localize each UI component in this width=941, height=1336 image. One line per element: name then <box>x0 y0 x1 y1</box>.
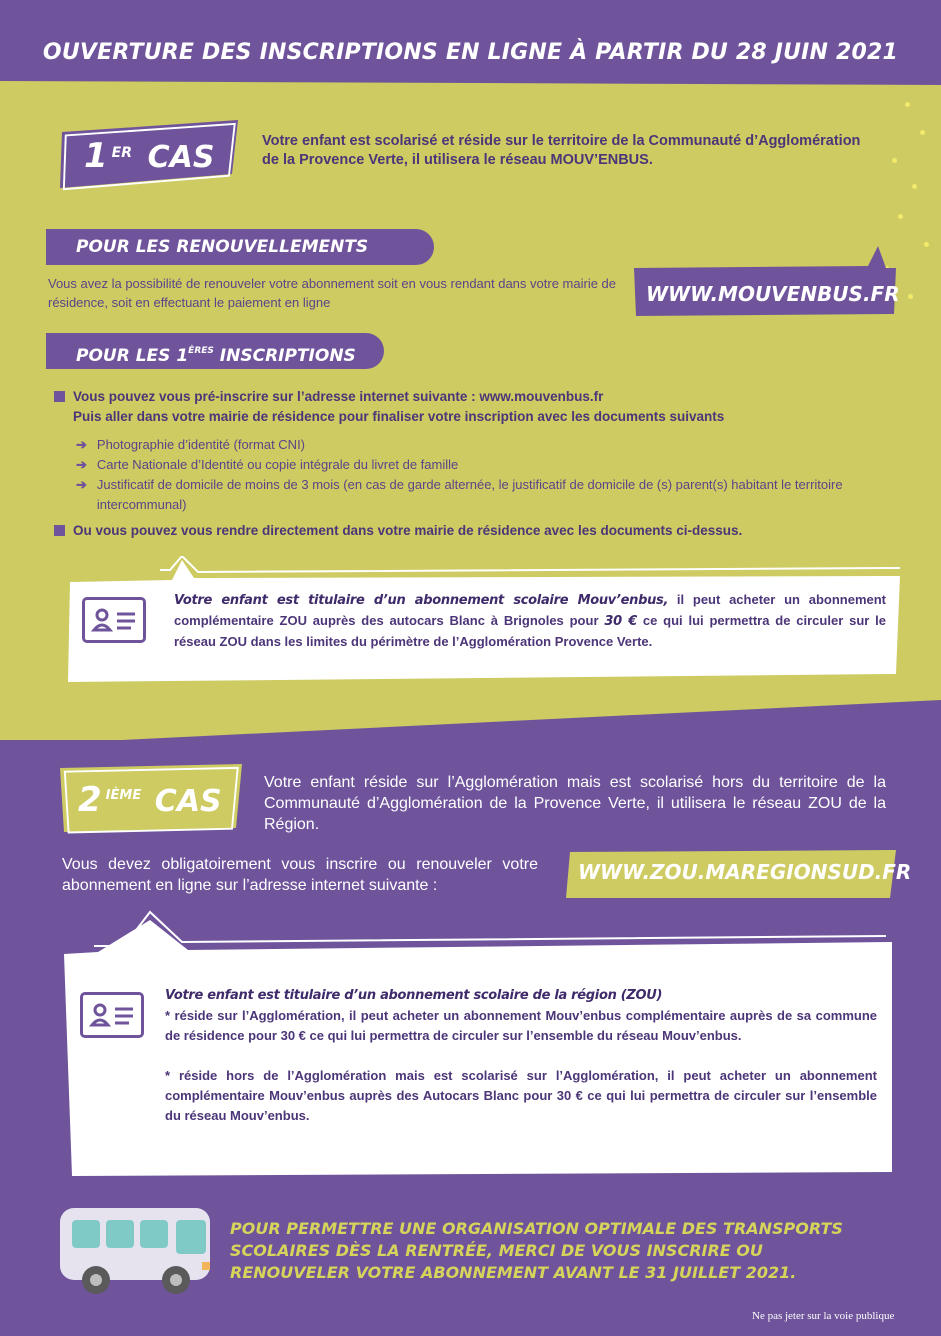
case1-badge-number: 1 <box>84 136 108 176</box>
footer-note: Ne pas jeter sur la voie publique <box>752 1310 895 1322</box>
case1-card-text <box>174 590 886 652</box>
case1-badge-word: CAS <box>147 140 215 175</box>
square-bullet-icon <box>54 525 65 536</box>
case2-badge-sup: IÈME <box>105 788 142 803</box>
arrow-right-icon: ➔ <box>76 437 87 452</box>
case1-description: Votre enfant est scolarisé et réside sur le territoire de la Communauté d’Agglomération de la Provence Verte, il utilisera le réseau MOUV’ENBUS. <box>262 133 861 168</box>
section-divider <box>0 700 941 746</box>
case1-card-text-a: il peut acheter un abonnement complémentaire ZOU auprès des autocars Blanc à Brignoles pour <box>174 592 887 628</box>
document-item-text: Carte Nationale d’Identité ou copie intégrale du livret de famille <box>96 457 459 472</box>
case1-badge-sup: ER <box>111 145 133 161</box>
option2-line <box>54 521 914 541</box>
square-bullet-icon <box>54 391 65 402</box>
documents-list <box>76 435 926 515</box>
top-banner <box>0 0 941 80</box>
case2-card-heading: Votre enfant est titulaire d’un abonnement scolaire de la région (ZOU) <box>165 988 663 1003</box>
option1-line1 <box>54 387 884 407</box>
first-registrations-heading-post: INSCRIPTIONS <box>213 346 356 366</box>
case1-badge <box>84 136 214 176</box>
footer-message: POUR PERMETTRE UNE ORGANISATION OPTIMALE DES TRANSPORTS SCOLAIRES DÈS LA RENTRÉE, MERCI DE VOUS INSCRIRE OU RENOUVELER VOTRE ABONNEMENT AVANT LE 31 JUILLET 2021. <box>230 1219 843 1282</box>
mouvenbus-website-link[interactable]: WWW.MOUVENBUS.FR <box>646 282 900 306</box>
case2-card-para1: * réside sur l’Agglomération, il peut acheter un abonnement Mouv’enbus complémentaire auprès de sa commune de résidence pour 30 € ce qui lui permettra de circuler sur l’ensemble du réseau Mouv’enbus. <box>165 1008 877 1043</box>
case2-badge-word: CAS <box>154 784 222 819</box>
option1-block <box>54 387 884 427</box>
case1-card-emphasis: Votre enfant est titulaire d’un abonnement scolaire Mouv’enbus, <box>174 593 669 608</box>
id-card-icon <box>82 597 146 643</box>
document-item-text: Photographie d’identité (format CNI) <box>96 437 306 452</box>
list-item <box>76 435 926 455</box>
case2-description: Votre enfant réside sur l’Agglomération mais est scolarisé hors du territoire de la Communauté d’Agglomération de la Provence Verte, il utilisera le réseau ZOU de la Région. <box>264 774 886 833</box>
document-item-text: Justificatif de domicile de moins de 3 mois (en cas de garde alternée, le justificatif de domicile de (s) parent(s) habitant le territoire intercommunal) <box>96 477 843 512</box>
first-registrations-heading-pre: POUR LES 1 <box>76 346 189 366</box>
first-registrations-heading-sup: ÈRES <box>188 346 214 356</box>
bus-icon <box>58 1206 218 1298</box>
option1-line2: Puis aller dans votre mairie de résidence pour finaliser votre inscription avec les documents suivants <box>73 409 725 424</box>
id-card-icon <box>80 992 144 1038</box>
option2-text: Ou vous pouvez vous rendre directement dans votre mairie de résidence avec les documents ci-dessus. <box>73 523 743 538</box>
first-registrations-heading <box>46 333 384 369</box>
arrow-right-icon: ➔ <box>76 477 87 492</box>
top-edge-decoration <box>0 79 941 87</box>
case1-card-price: 30 € <box>604 614 638 629</box>
case2-badge-number: 2 <box>78 780 102 820</box>
case2-card-text <box>165 986 877 1126</box>
case1-card-text-b: ce qui lui permettra de circuler sur le réseau ZOU dans les limites du périmètre de l’Agglomération Provence Verte. <box>174 613 886 649</box>
page-title: OUVERTURE DES INSCRIPTIONS EN LIGNE À PARTIR DU 28 JUIN 2021 <box>42 40 899 65</box>
renewals-heading: POUR LES RENOUVELLEMENTS <box>46 229 434 265</box>
list-item <box>76 455 926 475</box>
case2-badge <box>78 780 222 820</box>
renewals-text: Vous avez la possibilité de renouveler votre abonnement soit en vous rendant dans votre mairie de résidence, soit en effectuant le paiement en ligne <box>48 276 617 310</box>
option1-line1-text: Vous pouvez vous pré-inscrire sur l’adresse internet suivante : www.mouvenbus.fr <box>73 389 604 404</box>
case2-online-text: Vous devez obligatoirement vous inscrire ou renouveler votre abonnement en ligne sur l’adresse internet suivante : <box>62 856 538 894</box>
zou-website-link[interactable]: WWW.ZOU.MAREGIONSUD.FR <box>578 860 912 884</box>
case2-card-para2: * réside hors de l’Agglomération mais est scolarisé sur l’Agglomération, il peut acheter un abonnement complémentaire Mouv’enbus auprès des Autocars Blanc pour 30 € ce qui lui permettra de circuler sur l’ensemble du réseau Mouv’enbus. <box>165 1068 877 1123</box>
list-item <box>76 475 926 515</box>
arrow-right-icon: ➔ <box>76 457 87 472</box>
